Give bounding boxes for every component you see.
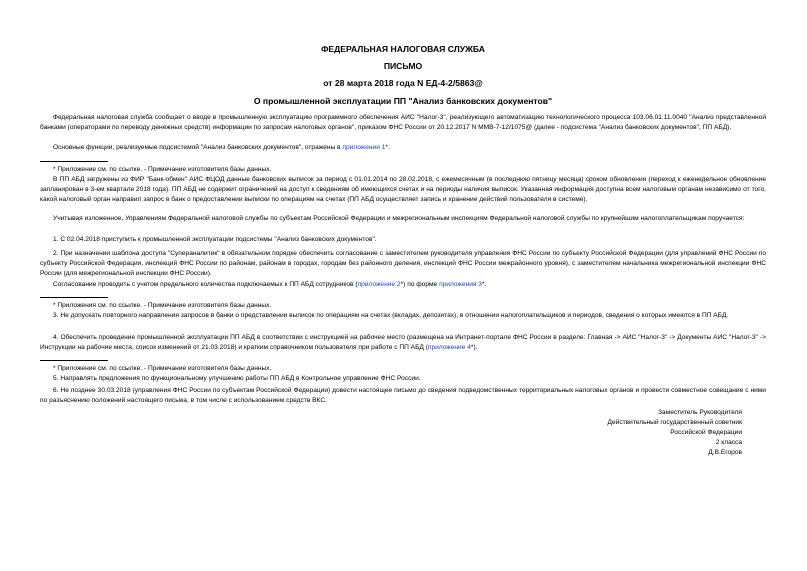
link-appendix-4[interactable]: приложение 4 [427,343,471,351]
item-1: 1. С 02.04.2018 приступить к промышленной эксплуатации подсистемы "Анализ банковских документов". [53,236,377,243]
signature-country: Российской Федерации [670,428,742,436]
item-2: 2. При назначении шаблона доступа "Суперанaлитик" в обязательном порядке обеспечить согласование с заместителем руководителя управления ФНС России по субъекту Российской Федерации (для управлений ФНС России по субъекту Российской Федерации, инспекций ФНС России по районам, районам в городах, городам без районного деления, инспекций ФНС России межрайонного уровня), с заместителем начальника межрегиональной инспекции ФНС России (для межрегиональной инспекции ФНС России). [40,250,766,277]
footnote-separator [40,297,108,298]
date-number: от 28 марта 2018 года N ЕД-4-2/5863@ [323,78,483,88]
paragraph-approval-mid: *) по форме [400,281,440,288]
paragraph-data-loaded: В ПП АБД загружены из ФИР "Банк-обмен" АИС ФЦОД данные банковских выписок за период с 01.01.2014 по 28.02.2018, с ежемесячным (в последнюю пятницу месяца) сроком обновления (переход к еженедельное обновление запланирован в 3-ем квартале 2018 года). ПП АБД не содержит ограничений на доступ к сведениям об имеющихся счетах и на периоды наличия выписок. Указанная информация доступна всем налоговым органам независимо от того, какой налоговый орган направил запрос в банк о предоставлении выписки по операциям на счетах (ПП АБД осуществляет запись и хранение действий пользователя в системе). [40,176,766,203]
paragraph-instruction: Учитывая изложенное, Управлениям Федеральной налоговой службы по субъектам Российской Федерации и межрегиональным инспекциям Федеральной налоговой службы по крупнейшим налогоплательщикам поручается: [53,215,745,222]
item-3: 3. Не допускать повторного направления запросов в банки о представлении выписок по операциям на счетах (вкладах, депозитах), в отношении налогоплательщиков и периодов, сведения о которых имеются в ПП АБД. [53,312,729,319]
item-4 [40,333,766,353]
footnote: * Приложение см. по ссылке. - Примечание изготовителя базы данных. [53,166,272,173]
item-5: 5. Направлять предложения по функциональному улучшению работы ПП АБД в Контрольное управление ФНС России. [53,375,421,382]
org-title: ФЕДЕРАЛЬНАЯ НАЛОГОВАЯ СЛУЖБА [321,44,485,54]
signature-block [442,408,742,458]
footnote-separator [40,360,108,361]
link-appendix-3[interactable]: приложения 3 [439,281,482,288]
footnote: * Приложения см. по ссылке. - Примечание изготовителя базы данных. [53,302,272,309]
footnote: * Приложение см. по ссылке. - Примечание изготовителя базы данных. [53,365,272,372]
signature-name: Д.В.Егоров [708,448,742,456]
item-6: 6. Не позднее 30.03.2018 (управления ФНС России по субъектам Российской Федерации) довести настоящее письмо до сведения подведомственных территориальных налоговых органов и провести совместное совещание с ними по разъяснению положений настоящего письма, в том числе с использованием средств ВКС. [40,387,766,404]
signature-class: 2 класса [715,438,742,446]
paragraph-functions [40,143,766,153]
item-4-tail: *). [470,343,478,351]
paragraph-intro: Федеральная налоговая служба сообщает о вводе в промышленную эксплуатацию программного обеспечения АИС "Налог-3", реализующего автоматизацию технологического процесса 103.06.01.11.0040 "Анализ представленной банками (операторами по переводу денежных средств) информации по запросам налоговых органов", приказом ФНС России от 20.12.2017 N ММВ-7-12/1075@ (далее - подсистема "Анализ банковских документов", ПП АБД). [40,114,766,131]
paragraph-approval [40,280,766,290]
link-appendix-1[interactable]: приложении 1 [342,144,386,151]
signature-position: Заместитель Руководителя [658,409,742,416]
signature-rank: Действительный государственный советник [607,418,742,426]
subject: О промышленной эксплуатации ПП "Анализ банковских документов" [253,96,553,106]
doc-type: ПИСЬМО [383,61,423,71]
paragraph-approval-tail: *. [481,281,487,288]
paragraph-approval-text: Согласование проводить с учетом предельного количества подключаемых к ПП АБД сотрудников ( [53,281,358,288]
item-4-text: 4. Обеспечить проведение промышленной эксплуатации ПП АБД в соответствии с инструкцией на рабочее место (размещена на Интранет-портале ФНС России в разделе: Главная -> АИС "Налог-3" -> Документы АИС "Налог-3" -> Инструкции на рабочие места; список изменений от 21.03.2018) и кратким справочником пользователя при работе с ПП АБД ( [40,334,766,351]
paragraph-functions-tail: *. [385,144,390,151]
footnote-separator [40,161,108,162]
paragraph-functions-text: Основные функции, реализуемые подсистемой "Анализ банковских документов", отражены в [53,144,343,151]
link-appendix-2[interactable]: приложение 2 [357,281,401,288]
